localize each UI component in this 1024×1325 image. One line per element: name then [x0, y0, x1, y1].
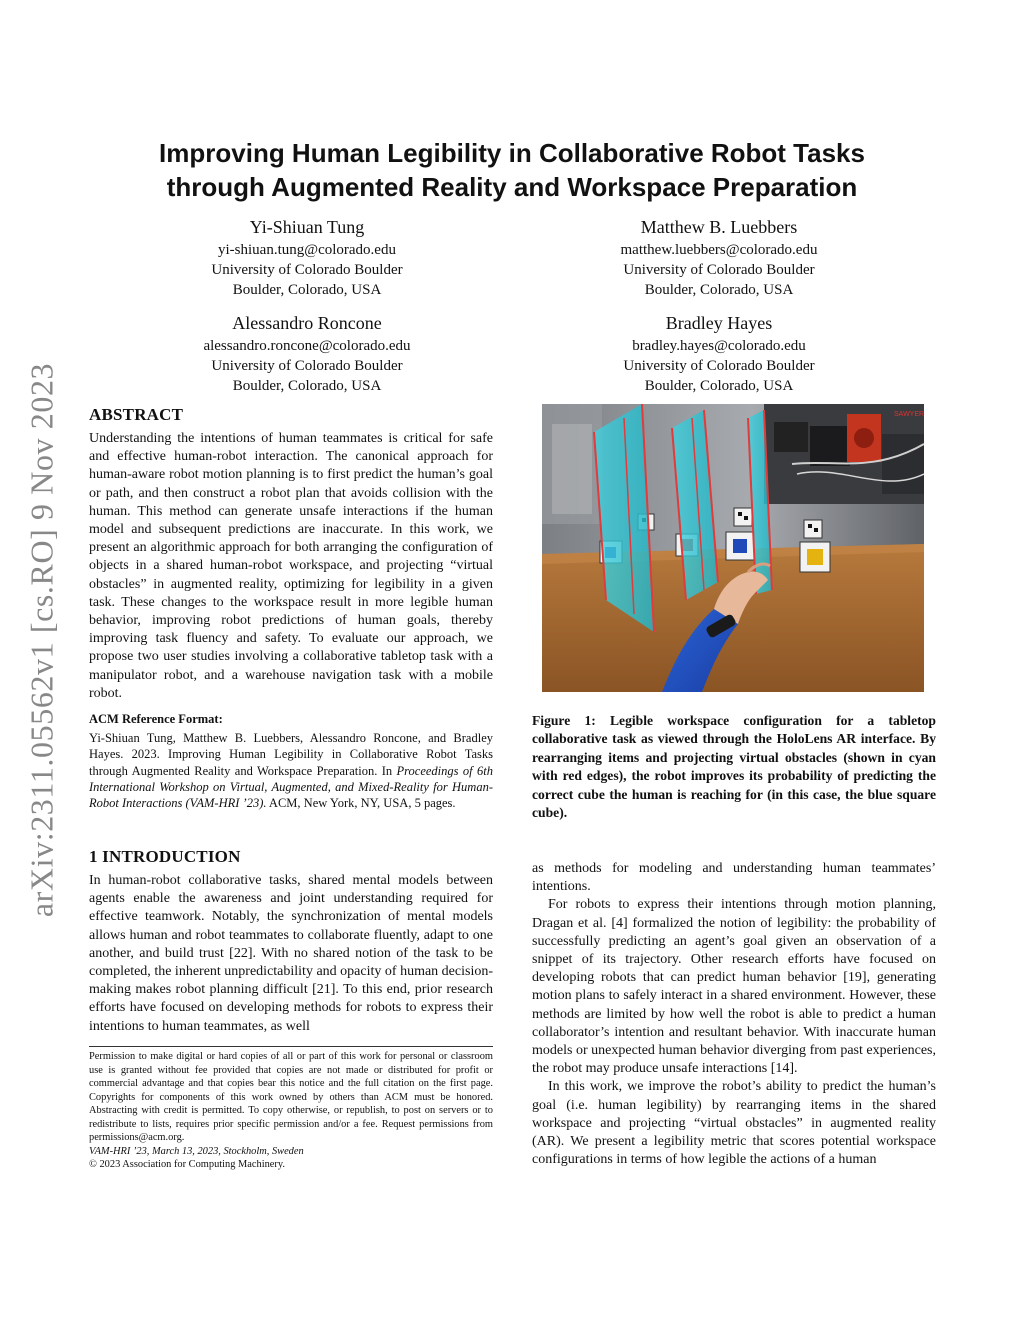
permission-text: Permission to make digital or hard copies of all or part of this work for personal or classroom use is granted without fee provided that copies are not made or distributed for profit or commercial advantage and that copies bear this notice and the full citation on the first page. Copyrights for components of this work owned by others than ACM must be honored. Abstracting with credit is permitted. To copy otherwise, or republish, to post on servers or to redistribute to lists, requires prior specific permission and/or a fee. Request permissions from permissions@acm.org.: [89, 1051, 493, 1143]
author-email[interactable]: matthew.luebbers@colorado.edu: [620, 242, 818, 258]
author-affiliation: University of Colorado Boulder: [623, 358, 815, 374]
abstract-body: [89, 430, 493, 703]
author-name: Yi-Shiuan Tung: [249, 217, 365, 237]
author-location: Boulder, Colorado, USA: [644, 378, 794, 394]
cube-center-blue-square: [726, 532, 754, 560]
footnote-divider: [89, 1046, 493, 1047]
author-block: [554, 216, 884, 300]
author-name: Bradley Hayes: [665, 313, 773, 333]
permission-notice: [89, 1050, 493, 1172]
arxiv-stamp-text: arXiv:2311.05562v1 [cs.RO] 9 Nov 2023: [23, 362, 60, 918]
copyright-line: © 2023 Association for Computing Machinery.: [89, 1159, 285, 1170]
author-email[interactable]: yi-shiuan.tung@colorado.edu: [218, 242, 396, 258]
figure-1-caption: Figure 1: Legible workspace configuration for a tabletop collaborative task as viewed through the HoloLens AR interface. By rearranging items and projecting virtual obstacles (shown in cyan with red edges), the robot improves its probability of predicting the correct cube the human is reaching for (in this case, the blue square cube).: [532, 713, 936, 821]
title-line-2: through Augmented Reality and Workspace Preparation: [166, 172, 858, 202]
author-block: [142, 312, 472, 396]
right-paragraph-2: For robots to express their intentions through motion planning, Dragan et al. [4] formalized the notion of legibility: the probability of successfully predicting an agent’s goal given an observation of a snippet of its trajectory. Other research efforts have focused on developing robots that can predict human behavior [19], generating motion plans to safely interact in a shared environment. However, these methods are limited by how well the robot is able to predict a human collaborator’s intention and resultant behavior. With inaccurate human models or unexpected human behavior diverging from past experiences, the robot may produce unsafe interactions [14].: [532, 897, 936, 1077]
figure-1-photo: [542, 404, 924, 692]
author-affiliation: University of Colorado Boulder: [211, 262, 403, 278]
author-affiliation: University of Colorado Boulder: [211, 358, 403, 374]
author-name: Alessandro Roncone: [232, 313, 382, 333]
ar-workspace-illustration: [542, 404, 924, 692]
author-affiliation: University of Colorado Boulder: [623, 262, 815, 278]
venue-line: VAM-HRI ’23, March 13, 2023, Stockholm, Sweden: [89, 1145, 304, 1157]
paper-title: [80, 136, 944, 204]
acm-reference-venue: Proceedings of 6th International Workshop on Virtual, Augmented, and Mixed-Reality for Human-Robot Interactions (VAM-HRI ’23).: [89, 763, 493, 811]
abstract-heading: ABSTRACT: [89, 405, 184, 424]
cube-right-yellow: [800, 542, 830, 572]
author-name: Matthew B. Luebbers: [640, 217, 798, 237]
right-column-body: [532, 860, 936, 1169]
author-location: Boulder, Colorado, USA: [232, 378, 382, 394]
author-block: [554, 312, 884, 396]
right-paragraph-1: as methods for modeling and understanding human teammates’ intentions.: [532, 861, 936, 895]
author-location: Boulder, Colorado, USA: [232, 282, 382, 298]
introduction-paragraph: In human-robot collaborative tasks, shared mental models between agents enable the awareness and joint understanding required for effective teamwork. Notably, the synchronization of mental models allows human and robot teammates to collaborate fluently, adapt to one another, and build trust [22]. With no shared notion of the task to be completed, the inherent unpredictability and opacity of human decision-making makes robot planning difficult [21]. To this end, prior research efforts have focused on developing methods for robots to express their intentions to human teammates, as well: [89, 873, 493, 1034]
title-line-1: Improving Human Legibility in Collaborative Robot Tasks: [159, 138, 865, 168]
abstract-text: Understanding the intentions of human teammates is critical for safe and effective human-robot interaction. The canonical approach for human-aware robot motion planning is to first predict the human’s goal or path, and then construct a robot plan that avoids collision with the human. This method can generate unsafe interactions if the human model and subsequent predictions are inaccurate. In this work, we present an algorithmic approach for both arranging the configuration of objects in a shared human-robot workspace, and projecting “virtual obstacles” in augmented reality, optimizing for legibility in a given task. These changes to the workspace result in more legible human behavior, improving robot predictions of human goals, thereby improving task fluency and safety. To evaluate our approach, we propose two user studies involving a collaborative tabletop task with a manipulator robot, and a warehouse navigation task with a mobile robot.: [89, 431, 493, 701]
author-email[interactable]: alessandro.roncone@colorado.edu: [203, 338, 411, 354]
acm-reference-heading: ACM Reference Format:: [89, 712, 223, 726]
robot-brand-label: SAWYER: [894, 411, 924, 418]
acm-reference-tail: ACM, New York, NY, USA, 5 pages.: [266, 796, 456, 811]
right-paragraph-3: In this work, we improve the robot’s ability to predict the human’s goal (i.e. human legibility) by rearranging items in the shared workspace and projecting “virtual obstacles” in augmented reality (AR). We present a legibility metric that scores potential workspace configurations in terms of how legible the actions of a human: [532, 1079, 936, 1168]
arxiv-identifier-stamp: [0, 0, 80, 1325]
acm-reference-body: [89, 730, 493, 811]
introduction-heading: 1 INTRODUCTION: [89, 847, 241, 866]
author-location: Boulder, Colorado, USA: [644, 282, 794, 298]
acm-reference-text: Yi-Shiuan Tung, Matthew B. Luebbers, Alessandro Roncone, and Bradley Hayes. 2023. Improving Human Legibility in Collaborative Robot Tasks through Augmented Reality and Workspace Preparation. In: [89, 731, 493, 778]
author-block: [142, 216, 472, 300]
introduction-body: [89, 872, 493, 1036]
author-email[interactable]: bradley.hayes@colorado.edu: [632, 338, 806, 354]
